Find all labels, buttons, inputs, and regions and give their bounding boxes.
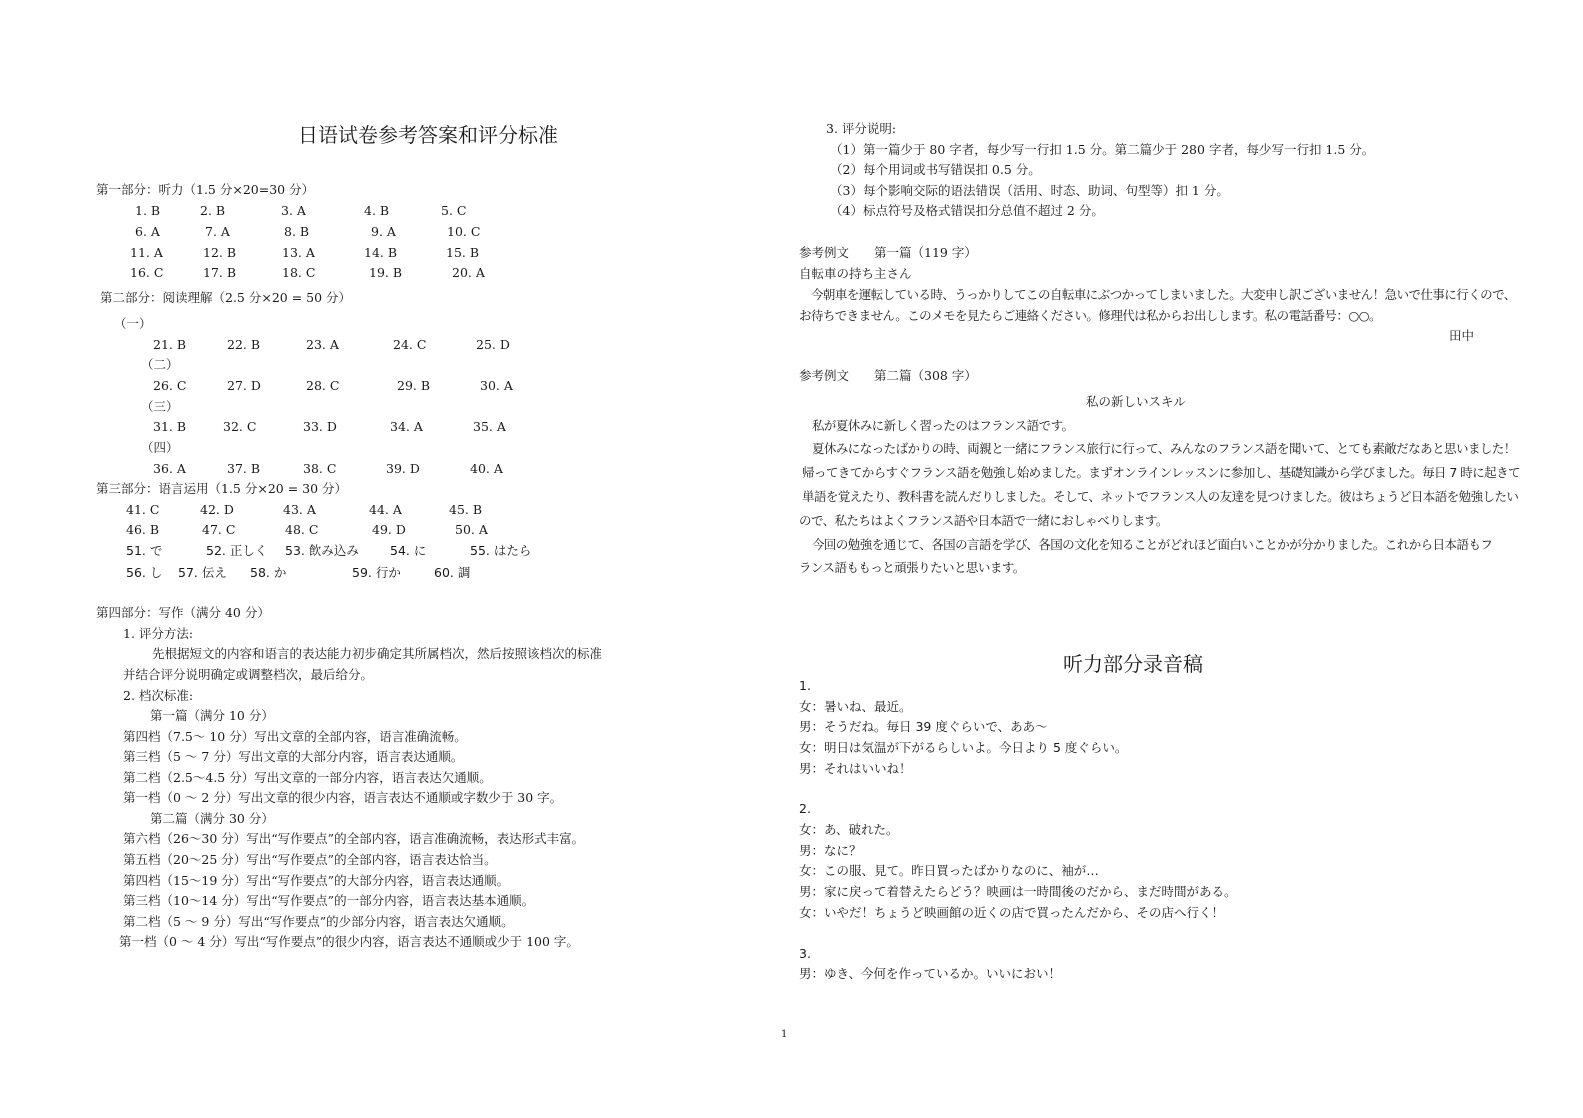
- note-item: （3）每个影响交际的语法错误（活用、时态、助词、句型等）扣 1 分。: [830, 183, 1229, 198]
- answer: 51. で: [126, 543, 163, 558]
- section-label: （四）: [141, 440, 179, 455]
- answer: 56. し: [126, 565, 163, 580]
- answer: 52. 正しく: [206, 543, 268, 558]
- answer: 2. B: [200, 203, 226, 218]
- method-text: 先根据短文的内容和语言的表达能力初步确定其所属档次，然后按照该档次的标准: [152, 646, 603, 661]
- sample1-signature: 田中: [1448, 328, 1474, 343]
- sample2-line: 今回の勉強を通じて、各国の言語を学び、各国の文化を知ることがどれほど面白いことかが分かりました。これから日本語もフ: [800, 537, 1493, 552]
- sample2-line: ので、私たちはよくフランス語や日本語で一緒におしゃべりします。: [799, 513, 1168, 528]
- answer: 30. A: [480, 378, 513, 393]
- dialogue-line: 男：家に戻って着替えたらどう？映画は一時間後のだから、まだ時間がある。: [799, 884, 1237, 899]
- sample2-line: 帰ってきてからすぐフランス語を勉強し始めました。まずオンラインレッスンに参加し、基礎知識から学びました。毎日 7 時に起きて: [802, 465, 1520, 480]
- section-label: （三）: [141, 399, 179, 414]
- answer: 26. C: [153, 378, 187, 393]
- sample2-line: ランス語ももっと頑張りたいと思います。: [799, 560, 1025, 575]
- question-number: 3.: [799, 946, 811, 961]
- question-number: 1.: [799, 678, 811, 693]
- part3-heading: 第三部分：语言运用（1.5 分×20 = 30 分）: [96, 481, 348, 496]
- answer: 45. B: [449, 502, 483, 517]
- part4-heading: 第四部分：写作（满分 40 分）: [96, 605, 270, 620]
- answer: 58. か: [250, 565, 287, 580]
- sample1-body: お待ちできません。このメモを見たらご連絡ください。修理代は私からお出しします。私の電話番号：○○。: [799, 308, 1381, 323]
- answer: 60. 調: [434, 565, 471, 580]
- dialogue-line: 女：明日は気温が下がるらしいよ。今日より 5 度ぐらい。: [799, 740, 1128, 755]
- answer: 18. C: [282, 265, 316, 280]
- grade-line: 第二档（2.5～4.5 分）写出文章的一部分内容，语言表达欠通顺。: [123, 770, 492, 785]
- answer: 25. D: [476, 337, 510, 352]
- grade-line: 第一档（0 ～ 2 分）写出文章的很少内容，语言表达不通顺或字数少于 30 字。: [123, 790, 563, 805]
- answer: 3. A: [281, 203, 306, 218]
- note-item: （4）标点符号及格式错误扣分总值不超过 2 分。: [830, 203, 1104, 218]
- answer: 23. A: [306, 337, 339, 352]
- answer: 44. A: [369, 502, 402, 517]
- answer: 55. はたら: [470, 543, 532, 558]
- answer: 14. B: [364, 245, 398, 260]
- answer: 40. A: [470, 461, 503, 476]
- answer: 46. B: [126, 522, 160, 537]
- answer: 28. C: [306, 378, 340, 393]
- answer: 37. B: [227, 461, 261, 476]
- grade-line: 第三档（10～14 分）写出“写作要点”的一部分内容，语言表达基本通顺。: [123, 893, 535, 908]
- answer: 48. C: [285, 522, 319, 537]
- answer: 24. C: [393, 337, 427, 352]
- answer: 17. B: [203, 265, 237, 280]
- grade-line: 第三档（5 ～ 7 分）写出文章的大部分内容，语言表达通顺。: [123, 749, 464, 764]
- dialogue-line: 女：暑いね、最近。: [799, 699, 912, 714]
- answer: 41. C: [126, 502, 160, 517]
- sample1-body: 今朝車を運転している時、うっかりしてこの自転車にぶつかってしまいました。大変申し訳ございません！急いで仕事に行くので、: [799, 287, 1516, 302]
- answer: 11. A: [130, 245, 163, 260]
- sample2-line: 私が夏休みに新しく習ったのはフランス語です。: [800, 418, 1074, 433]
- answer: 42. D: [200, 502, 234, 517]
- dialogue-line: 女：あ、破れた。: [799, 822, 899, 837]
- part2-heading: 第二部分：阅读理解（2.5 分×20 = 50 分）: [100, 290, 352, 305]
- answer: 20. A: [452, 265, 485, 280]
- answer: 50. A: [455, 522, 488, 537]
- answer: 34. A: [390, 419, 423, 434]
- answer: 27. D: [227, 378, 261, 393]
- note-item: （1）第一篇少于 80 字者，每少写一行扣 1.5 分。第二篇少于 280 字者，每少写一行扣 1.5 分。: [830, 142, 1375, 157]
- document-title: 日语试卷参考答案和评分标准: [298, 123, 558, 147]
- answer: 57. 伝え: [178, 565, 227, 580]
- answer: 22. B: [227, 337, 261, 352]
- answer: 4. B: [364, 203, 390, 218]
- answer: 53. 飲み込み: [285, 543, 359, 558]
- answer: 31. B: [153, 419, 187, 434]
- method-text: 并结合评分说明确定或调整档次，最后给分。: [123, 667, 374, 682]
- answer: 15. B: [446, 245, 480, 260]
- answer: 54. に: [390, 543, 427, 558]
- sample1-recipient: 自転車の持ち主さん: [799, 266, 912, 281]
- answer: 36. A: [153, 461, 186, 476]
- answer: 16. C: [130, 265, 164, 280]
- dialogue-line: 女：この服、見て。昨日買ったばかりなのに、袖が…: [799, 863, 1099, 878]
- sample2-title: 私の新しいスキル: [1086, 394, 1186, 409]
- note-item: （2）每个用词或书写错误扣 0.5 分。: [830, 162, 1041, 177]
- answer: 33. D: [303, 419, 337, 434]
- answer: 9. A: [371, 224, 396, 239]
- method-heading: 1. 评分方法:: [123, 626, 194, 641]
- answer: 38. C: [303, 461, 337, 476]
- dialogue-line: 女：いやだ！ちょうど映画館の近くの店で買ったんだから、その店へ行く！: [799, 905, 1225, 920]
- answer: 10. C: [447, 224, 481, 239]
- answer: 5. C: [441, 203, 467, 218]
- transcript-title: 听力部分录音稿: [1063, 652, 1203, 676]
- page-number: 1: [781, 1029, 788, 1040]
- essay2-heading: 第二篇（满分 30 分）: [150, 811, 274, 826]
- essay1-heading: 第一篇（满分 10 分）: [150, 708, 274, 723]
- sample2-line: 夏休みになったばかりの時、両親と一緒にフランス旅行に行って、みんなのフランス語を聞いて、とても素敵だなあと思いました！: [800, 441, 1516, 456]
- answer: 7. A: [205, 224, 230, 239]
- answer: 19. B: [369, 265, 403, 280]
- sample1-heading: 参考例文 第一篇（119 字）: [799, 245, 977, 260]
- answer: 13. A: [282, 245, 315, 260]
- answer: 12. B: [203, 245, 237, 260]
- answer: 49. D: [372, 522, 406, 537]
- answer: 47. C: [202, 522, 236, 537]
- answer: 1. B: [135, 203, 161, 218]
- dialogue-line: 男：それはいいね！: [799, 761, 912, 776]
- answer: 29. B: [397, 378, 431, 393]
- dialogue-line: 男：なに？: [799, 843, 862, 858]
- sample2-heading: 参考例文 第二篇（308 字）: [799, 368, 977, 383]
- answer: 21. B: [153, 337, 187, 352]
- section-label: （一）: [114, 316, 152, 331]
- answer: 39. D: [386, 461, 420, 476]
- answer: 59. 行か: [352, 565, 401, 580]
- part1-heading: 第一部分：听力（1.5 分×20=30 分）: [96, 182, 315, 197]
- notes-heading: 3. 评分说明:: [826, 121, 897, 136]
- grade-line: 第二档（5 ～ 9 分）写出“写作要点”的少部分内容，语言表达欠通顺。: [123, 914, 514, 929]
- grade-line: 第六档（26～30 分）写出“写作要点”的全部内容，语言准确流畅，表达形式丰富。: [123, 831, 585, 846]
- grade-line: 第四档（7.5～ 10 分）写出文章的全部内容，语言准确流畅。: [123, 729, 467, 744]
- dialogue-line: 男：そうだね。毎日 39 度ぐらいで、ああ～: [799, 719, 1048, 734]
- section-label: （二）: [141, 357, 179, 372]
- sample2-line: 単語を覚えたり、教科書を読んだりしました。そして、ネットでフランス人の友達を見つけました。彼はちょうど日本語を勉強したい: [802, 489, 1519, 504]
- dialogue-line: 男：ゆき、今何を作っているか。いいにおい！: [799, 966, 1062, 981]
- answer: 6. A: [135, 224, 160, 239]
- grade-line: 第四档（15～19 分）写出“写作要点”的大部分内容，语言表达通顺。: [123, 873, 510, 888]
- answer: 8. B: [284, 224, 310, 239]
- answer: 43. A: [283, 502, 316, 517]
- grade-line: 第五档（20～25 分）写出“写作要点”的全部内容，语言表达恰当。: [123, 852, 497, 867]
- grade-heading: 2. 档次标准:: [123, 688, 194, 703]
- grade-line: 第一档（0 ～ 4 分）写出“写作要点”的很少内容，语言表达不通顺或少于 100 字。: [119, 934, 579, 949]
- question-number: 2.: [799, 801, 811, 816]
- answer: 32. C: [223, 419, 257, 434]
- answer: 35. A: [473, 419, 506, 434]
